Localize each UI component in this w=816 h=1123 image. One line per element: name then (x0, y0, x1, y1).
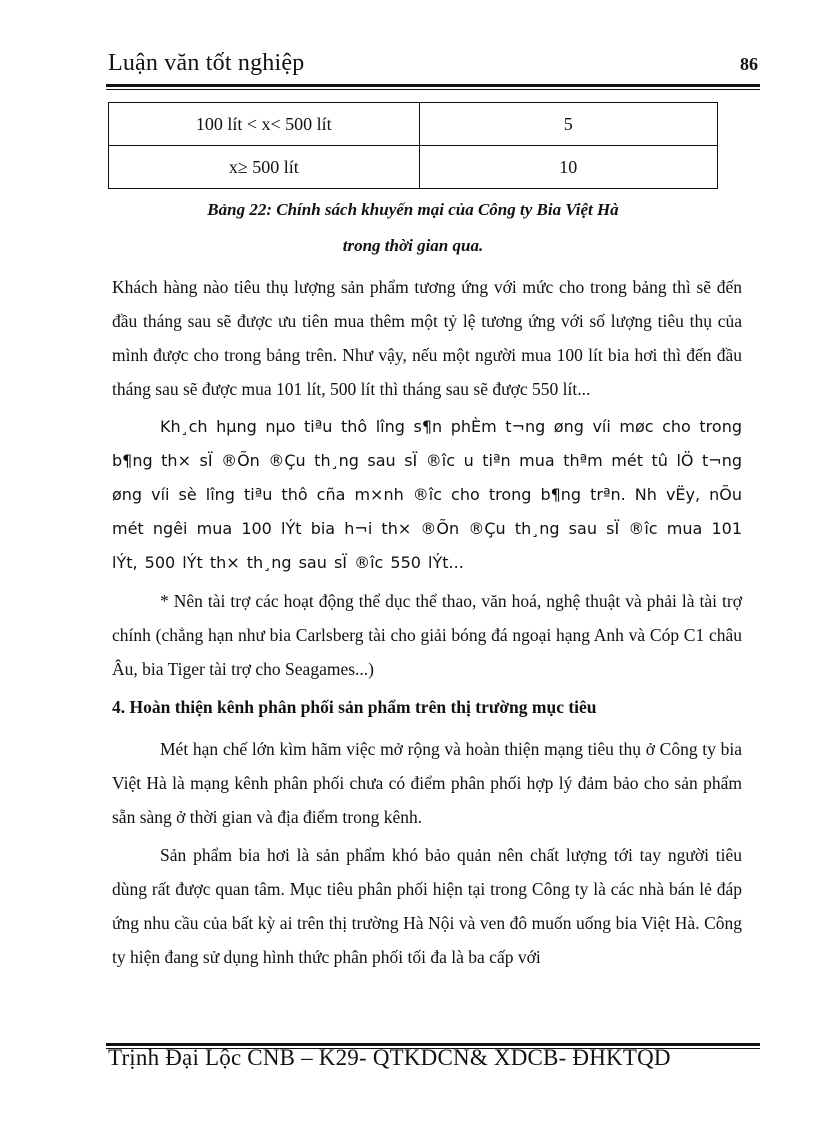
document-header-title: Luận văn tốt nghiệp (108, 50, 305, 76)
paragraph: Sản phẩm bia hơi là sản phẩm khó bảo quản nên chất lượng tới tay người tiêu dùng rất được quan tâm. Mục tiêu phân phối hiện tại trong Công ty là các nhà bán lẻ đáp ứng nhu cầu của bất kỳ ai trên thị trường Hà Nội và ven đô muốn uống bia Việt Hà. Công ty hiện đang sử dụng hình thức phân phối tối đa là ba cấp với (112, 845, 742, 967)
promotion-table (108, 102, 718, 189)
document-footer: Trịnh Đại Lộc CNB – K29- QTKDCN& XDCB- ĐHKTQD (108, 1045, 671, 1070)
paragraph: * Nên tài trợ các hoạt động thể dục thể thao, văn hoá, nghệ thuật và phải là tài trợ chính (chẳng hạn như bia Carlsberg tài cho giải bóng đá ngoại hạng Anh và Cóp C1 châu Âu, bia Tiger tài trợ cho Seagames...) (112, 591, 742, 679)
table-cell-volume: x≥ 500 lít (109, 146, 420, 189)
section-heading: 4. Hoàn thiện kênh phân phối sản phẩm trên thị trường mục tiêu (112, 697, 597, 717)
table-cell-rate: 10 (419, 146, 717, 189)
paragraph: Khách hàng nào tiêu thụ lượng sản phẩm tương ứng với mức cho trong bảng thì sẽ đến đầu tháng sau sẽ được ưu tiên mua thêm một tỷ lệ tương ứng với số lượng tiêu thụ của mình được cho trong bảng trên. Như vậy, nếu một người mua 100 lít bia hơi thì đến đầu tháng sau sẽ được mua 101 lít, 500 lít thì tháng sau sẽ được 550 lít... (112, 277, 742, 399)
table-row (109, 103, 718, 146)
table-caption-line2: trong thời gian qua. (342, 236, 484, 255)
table-caption-line1: Bảng 22: Chính sách khuyến mại của Công ty Bia Việt Hà (207, 200, 619, 219)
table-row (109, 146, 718, 189)
header-rule (106, 84, 760, 90)
table-cell-volume: 100 lít < x< 500 lít (109, 103, 420, 146)
table-cell-rate: 5 (419, 103, 717, 146)
paragraph: Mét hạn chế lớn kìm hãm việc mở rộng và hoàn thiện mạng tiêu thụ ở Công ty bia Việt Hà là mạng kênh phân phối chưa có điểm phân phối hợp lý đảm bảo cho sản phẩm sẵn sàng ở thời gian và địa điểm trong kênh. (112, 739, 742, 827)
document-body (112, 270, 742, 978)
paragraph-legacy-encoding: Kh¸ch hµng nµo tiªu thô lîng s¶n phÈm t¬ng øng víi møc cho trong b¶ng th× sÏ ®Õn ®Çu th¸ng sau sÏ ®îc u tiªn mua thªm mét tû lÖ t¬ng øng víi sè lîng tiªu thô cña m×nh ®îc cho trong b¶ng trªn. Nh vËy, nÕu mét ngêi mua 100 lÝt bia h¬i th× ®Õn ®Çu th¸ng sau sÏ ®îc mua 101 lÝt, 500 lÝt th× th¸ng sau sÏ ®îc 550 lÝt... (112, 417, 742, 572)
page-number: 86 (740, 54, 758, 74)
